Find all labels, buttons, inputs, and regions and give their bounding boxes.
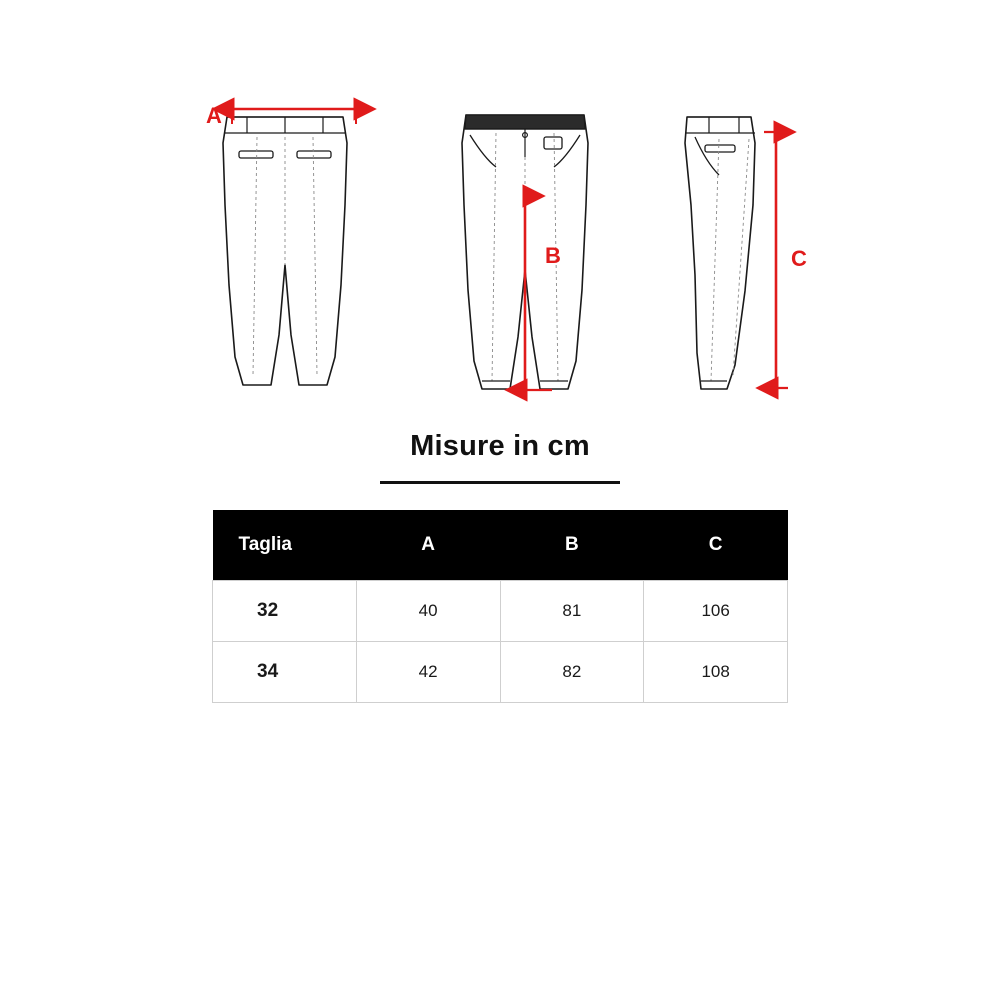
table-title-block	[0, 430, 1000, 484]
measurement-label-c: C	[791, 246, 807, 271]
table-header-row	[213, 510, 788, 581]
table-row	[213, 642, 788, 703]
cell-b: 81	[500, 581, 644, 642]
header-cell-b: B	[500, 510, 644, 581]
measurement-label-b: B	[545, 243, 561, 268]
header-cell-size: Taglia	[213, 510, 357, 581]
title-divider	[380, 481, 620, 484]
measurement-label-a: A	[206, 103, 222, 128]
cell-a: 42	[356, 642, 500, 703]
cell-c: 106	[644, 581, 788, 642]
header-cell-a: A	[356, 510, 500, 581]
measurement-diagram	[0, 0, 1000, 430]
cell-a: 40	[356, 581, 500, 642]
cell-size: 34	[213, 642, 357, 703]
measurement-lines	[0, 0, 1000, 430]
page-title: Misure in cm	[410, 430, 590, 462]
cell-b: 82	[500, 642, 644, 703]
size-chart-table	[212, 510, 788, 703]
cell-size: 32	[213, 581, 357, 642]
table-row	[213, 581, 788, 642]
header-cell-c: C	[644, 510, 788, 581]
cell-c: 108	[644, 642, 788, 703]
